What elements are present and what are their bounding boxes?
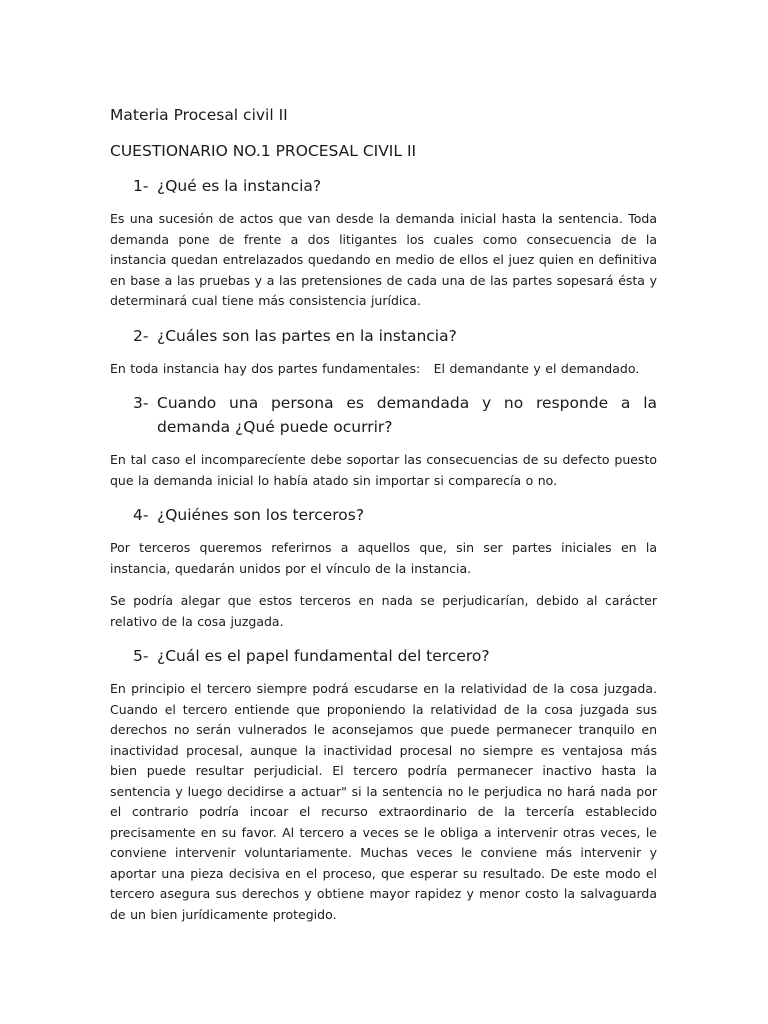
question-number: 1- [133, 177, 149, 195]
answer-paragraph: Es una sucesión de actos que van desde la demanda inicial hasta la sentencia. Toda demanda pone de frente a dos litigantes los cuales como consecuencia de la instancia quedan entrelazados quedando en medio de ellos el juez quien en definitiva en base a las pruebas y a las pretensiones de cada una de las partes sopesará ésta y determinará cual tiene más consistencia jurídica. [110, 211, 657, 308]
question-1 [110, 174, 657, 198]
question-3 [110, 391, 657, 439]
question-2 [110, 324, 657, 348]
answer-paragraph: Se podría alegar que estos terceros en nada se perjudicarían, debido al carácter relativo de la cosa juzgada. [110, 593, 657, 629]
question-4 [110, 503, 657, 527]
question-text: ¿Cuáles son las partes en la instancia? [157, 326, 457, 345]
document-subtitle: CUESTIONARIO NO.1 PROCESAL CIVIL II [110, 142, 417, 160]
question-number: 2- [133, 326, 149, 345]
question-text: ¿Qué es la instancia? [157, 177, 322, 195]
document-page [110, 104, 657, 937]
question-text: Cuando una persona es demandada y no responde a la demanda ¿Qué puede ocurrir? [157, 394, 657, 436]
answer-paragraph: Por terceros queremos referirnos a aquellos que, sin ser partes iniciales en la instancia, quedarán unidos por el vínculo de la instancia. [110, 540, 657, 576]
question-text: ¿Cuál es el papel fundamental del tercero? [157, 647, 490, 665]
question-number: 4- [133, 506, 149, 524]
answer-paragraph: En principio el tercero siempre podrá escudarse en la relatividad de la cosa juzgada. Cuando el tercero entiende que proponiendo la relatividad de la cosa juzgada sus derechos no serán vulnerados le aconsejamos que puede permanecer tranquilo en inactividad procesal, aunque la inactividad procesal no siempre es ventajosa más bien puede resultar perjudicial. El tercero podría permanecer inactivo hasta la sentencia y luego decidirse a actuar" si la sentencia no le perjudica no hará nada por el contrario podría incoar el recurso extraordinario de la tercería establecido precisamente en su favor. Al tercero a veces se le obliga a intervenir otras veces, le conviene intervenir voluntariamente. Muchas veces le conviene más intervenir y aportar una pieza decisiva en el proceso, que esperar su resultado. De este modo el tercero asegura sus derechos y obtiene mayor rapidez y menor costo la salvaguarda de un bien jurídicamente protegido. [110, 681, 657, 922]
question-number: 3- [133, 394, 149, 412]
answer-paragraph: En tal caso el incomparecíente debe soportar las consecuencias de su defecto puesto que la demanda inicial lo había atado sin importar si comparecía o no. [110, 452, 657, 488]
answer-paragraph: En toda instancia hay dos partes fundamentales: El demandante y el demandado. [110, 360, 640, 376]
document-title: Materia Procesal civil II [110, 106, 288, 124]
question-number: 5- [133, 647, 149, 665]
question-5 [110, 644, 657, 668]
question-text: ¿Quiénes son los terceros? [157, 506, 365, 524]
